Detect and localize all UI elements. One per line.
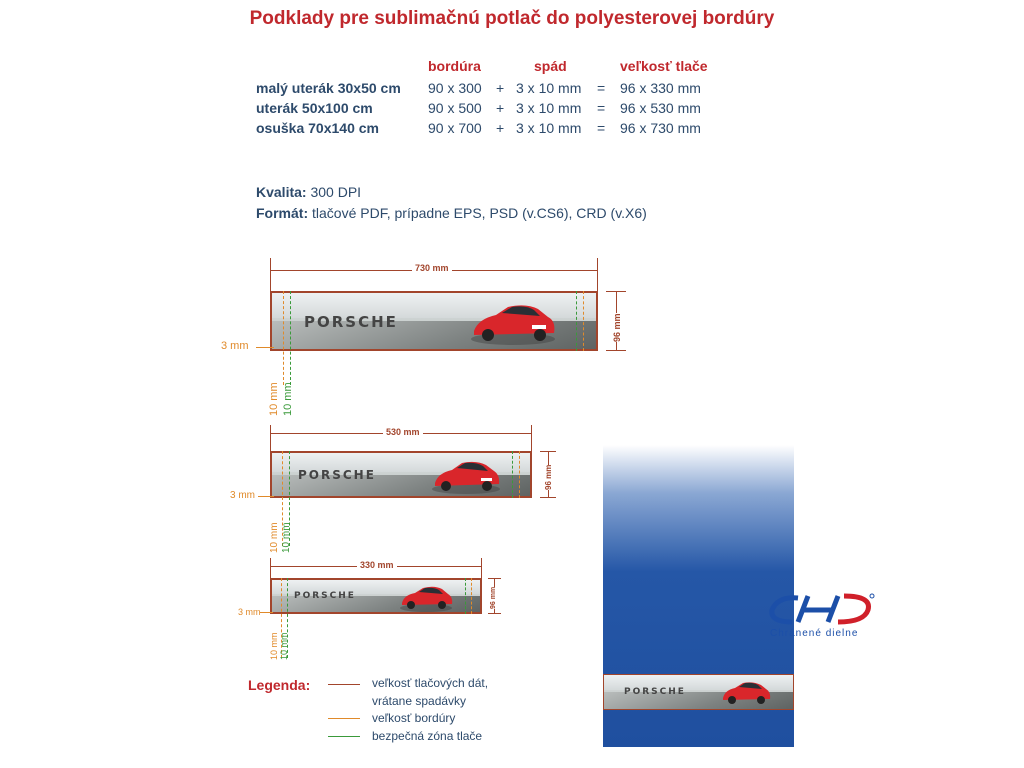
height-label: 96 mm [612, 313, 622, 342]
towel-banner [603, 674, 794, 710]
page-title: Podklady pre sublimačnú potlač do polyesterovej bordúry [249, 8, 775, 29]
legend-line-border [328, 718, 360, 719]
legend-line-print [328, 684, 360, 685]
logo-caption: Chránené dielne [770, 628, 859, 639]
quality-label: Kvalita: [256, 184, 307, 200]
bleed-label: 3 mm [221, 340, 249, 352]
height-label: 96 mm [490, 586, 497, 609]
car-image [468, 299, 558, 347]
format-label: Formát: [256, 205, 309, 221]
safe-label: 10 mm [279, 632, 289, 660]
logo [768, 592, 878, 640]
bleed-label: 3 mm [238, 607, 261, 617]
safe-label: 10 mm [281, 522, 292, 553]
header-spad: spád [534, 58, 567, 74]
bleed-label: 3 mm [230, 490, 255, 501]
brand-text: PORSCHE [298, 468, 376, 482]
car-image [398, 583, 454, 613]
print-banner [270, 578, 482, 614]
car-image [430, 457, 502, 495]
spec-table [256, 58, 736, 148]
width-label: 530 mm [383, 427, 423, 437]
towel-image [603, 445, 794, 747]
legend-line-safe [328, 736, 360, 737]
quality-value: 300 DPI [310, 184, 362, 200]
legend-item: bezpečná zóna tlače [372, 729, 483, 743]
legend-item: vrátane spadávky [372, 694, 467, 708]
print-banner [270, 291, 598, 351]
header-velkost: veľkosť tlače [620, 58, 708, 74]
car-image [720, 679, 772, 707]
legend-title: Legenda: [248, 677, 311, 693]
header-bordura: bordúra [428, 58, 481, 74]
height-label: 96 mm [544, 464, 553, 490]
width-label: 330 mm [357, 560, 397, 570]
width-label: 730 mm [412, 263, 452, 273]
print-meta [256, 182, 647, 224]
legend-item: veľkosť tlačových dát, [372, 676, 489, 690]
format-value: tlačové PDF, prípadne EPS, PSD (v.CS6), CRD (v.X6) [312, 205, 647, 221]
border-label: 10 mm [269, 522, 280, 553]
brand-text: PORSCHE [624, 687, 686, 697]
brand-text: PORSCHE [294, 591, 356, 601]
brand-text: PORSCHE [304, 313, 398, 331]
logo-icon [768, 592, 878, 626]
legend-item: veľkosť bordúry [372, 711, 456, 725]
safe-label: 10 mm [282, 382, 294, 416]
border-label: 10 mm [269, 632, 279, 660]
spec-row: uterák 50x100 cm 90 x 500 + 3 x 10 mm = 96 x 530 mm [256, 100, 701, 116]
spec-row: malý uterák 30x50 cm 90 x 300 + 3 x 10 mm = 96 x 330 mm [256, 80, 701, 96]
spec-row: osuška 70x140 cm 90 x 700 + 3 x 10 mm = 96 x 730 mm [256, 120, 701, 136]
border-label: 10 mm [268, 382, 280, 416]
print-banner [270, 451, 532, 498]
